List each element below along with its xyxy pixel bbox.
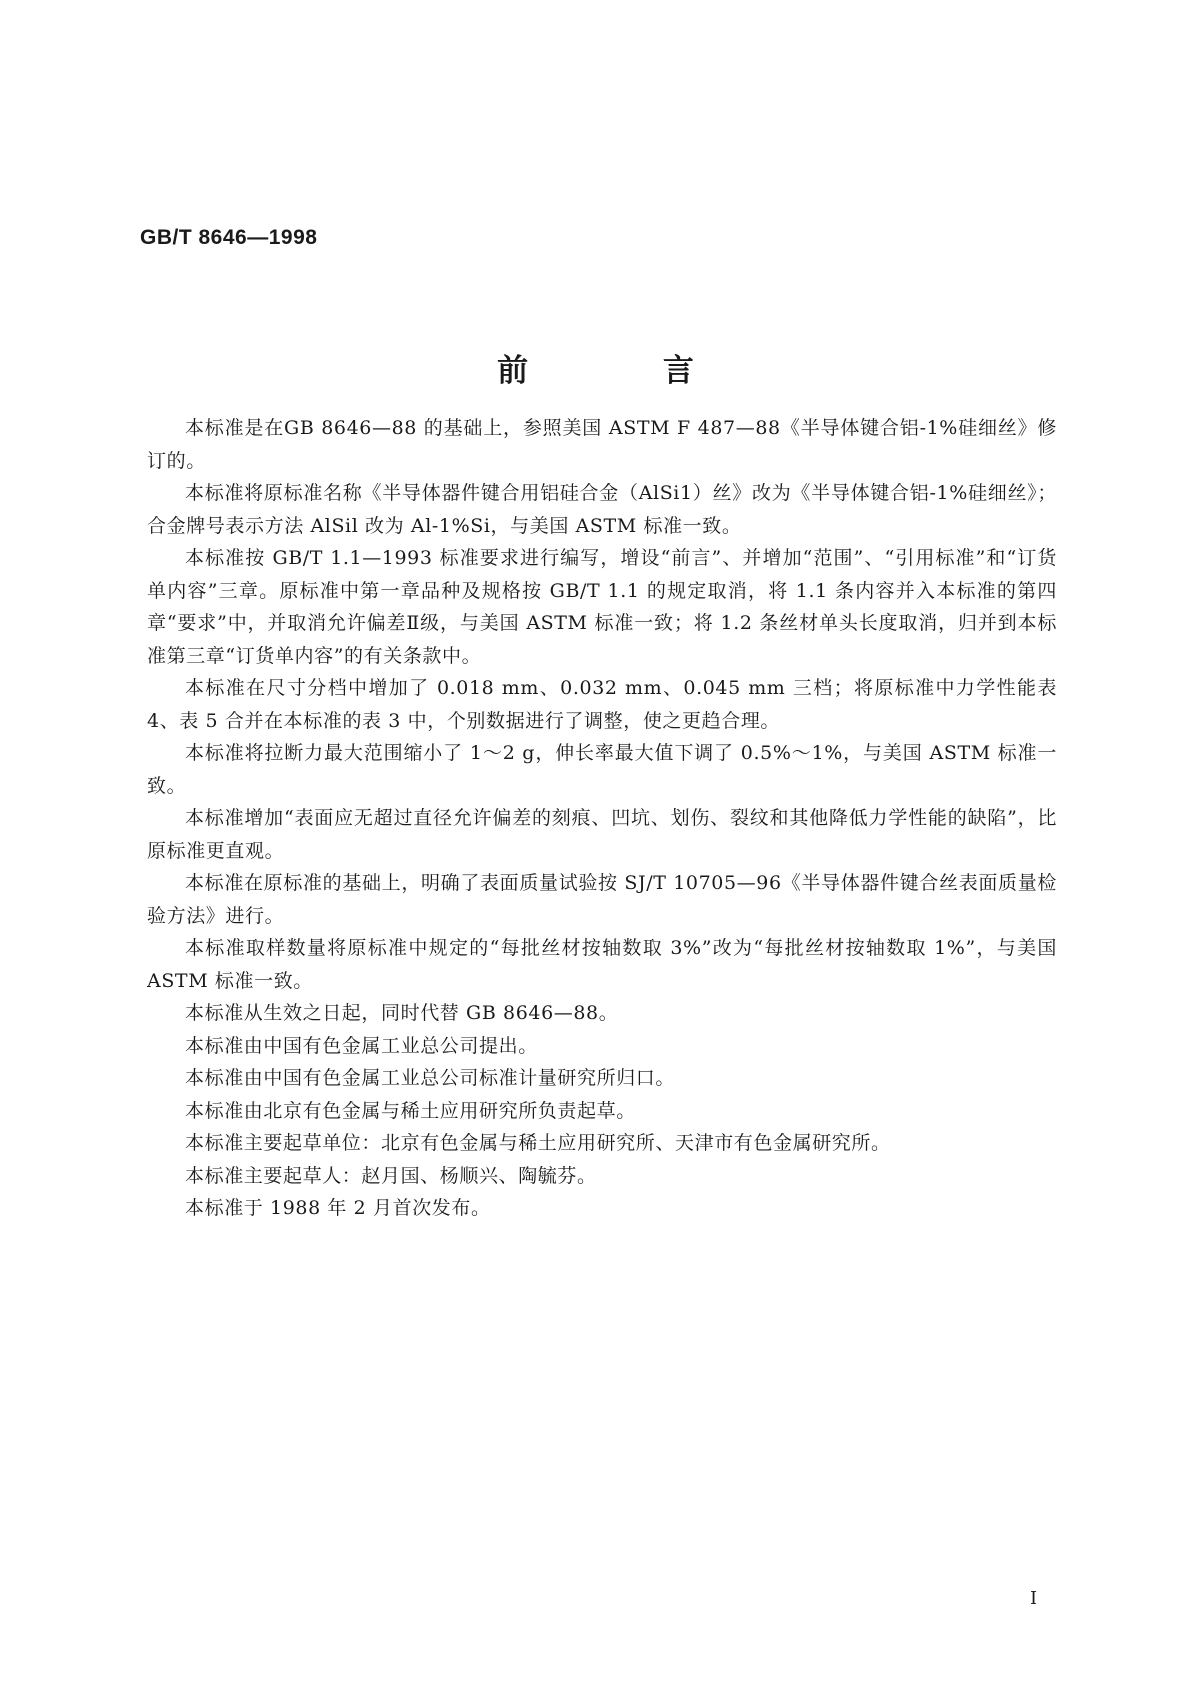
paragraph: 本标准主要起草人：赵月国、杨顺兴、陶毓芬。	[185, 1164, 597, 1187]
page-title: 前 言	[497, 353, 756, 389]
paragraph: 本标准从生效之日起，同时代替 GB 8646—88。	[185, 1002, 619, 1024]
standard-number: GB/T 8646—1998	[140, 226, 318, 249]
paragraph: 本标准取样数量将原标准中规定的“每批丝材按轴数取 3%”改为“每批丝材按轴数取 1%”，与美国 ASTM 标准一致。	[147, 937, 1057, 992]
paragraph: 本标准由中国有色金属工业总公司提出。	[185, 1034, 538, 1057]
paragraph: 本标准将拉断力最大范围缩小了 1～2 g，伸长率最大值下调了 0.5%～1%，与美国 ASTM 标准一致。	[147, 742, 1057, 797]
paragraph: 本标准在原标准的基础上，明确了表面质量试验按 SJ/T 10705—96《半导体器件键合丝表面质量检验方法》进行。	[147, 872, 1057, 927]
paragraph: 本标准由中国有色金属工业总公司标准计量研究所归口。	[185, 1067, 676, 1089]
paragraph: 本标准由北京有色金属与稀土应用研究所负责起草。	[185, 1099, 636, 1122]
paragraph: 本标准增加“表面应无超过直径允许偏差的刻痕、凹坑、划伤、裂纹和其他降低力学性能的缺陷”，比原标准更直观。	[147, 807, 1057, 862]
foreword-body	[147, 412, 1057, 1225]
paragraph: 本标准按 GB/T 1.1—1993 标准要求进行编写，增设“前言”、并增加“范围”、“引用标准”和“订货单内容”三章。原标准中第一章品种及规格按 GB/T 1.1 的规定取消，将 1.1 条内容并入本标准的第四章“要求”中，并取消允许偏差Ⅱ级，与美国 ASTM 标准一致；将 1.2 条丝材单头长度取消，归并到本标准第三章“订货单内容”的有关条款中。	[147, 547, 1057, 667]
paragraph: 本标准在尺寸分档中增加了 0.018 mm、0.032 mm、0.045 mm 三档；将原标准中力学性能表 4、表 5 合并在本标准的表 3 中，个别数据进行了调整，使之更趋合理。	[147, 677, 1057, 732]
paragraph: 本标准将原标准名称《半导体器件键合用铝硅合金（AlSi1）丝》改为《半导体键合铝-1%硅细丝》；合金牌号表示方法 AlSil 改为 Al-1%Si，与美国 ASTM 标准一致。	[147, 482, 1057, 537]
paragraph: 本标准主要起草单位：北京有色金属与稀土应用研究所、天津市有色金属研究所。	[185, 1132, 891, 1154]
paragraph: 本标准于 1988 年 2 月首次发布。	[185, 1197, 491, 1219]
paragraph: 本标准是在GB 8646—88 的基础上，参照美国 ASTM F 487—88《半导体键合铝-1%硅细丝》修订的。	[147, 417, 1057, 472]
page-number: I	[1030, 1588, 1038, 1609]
